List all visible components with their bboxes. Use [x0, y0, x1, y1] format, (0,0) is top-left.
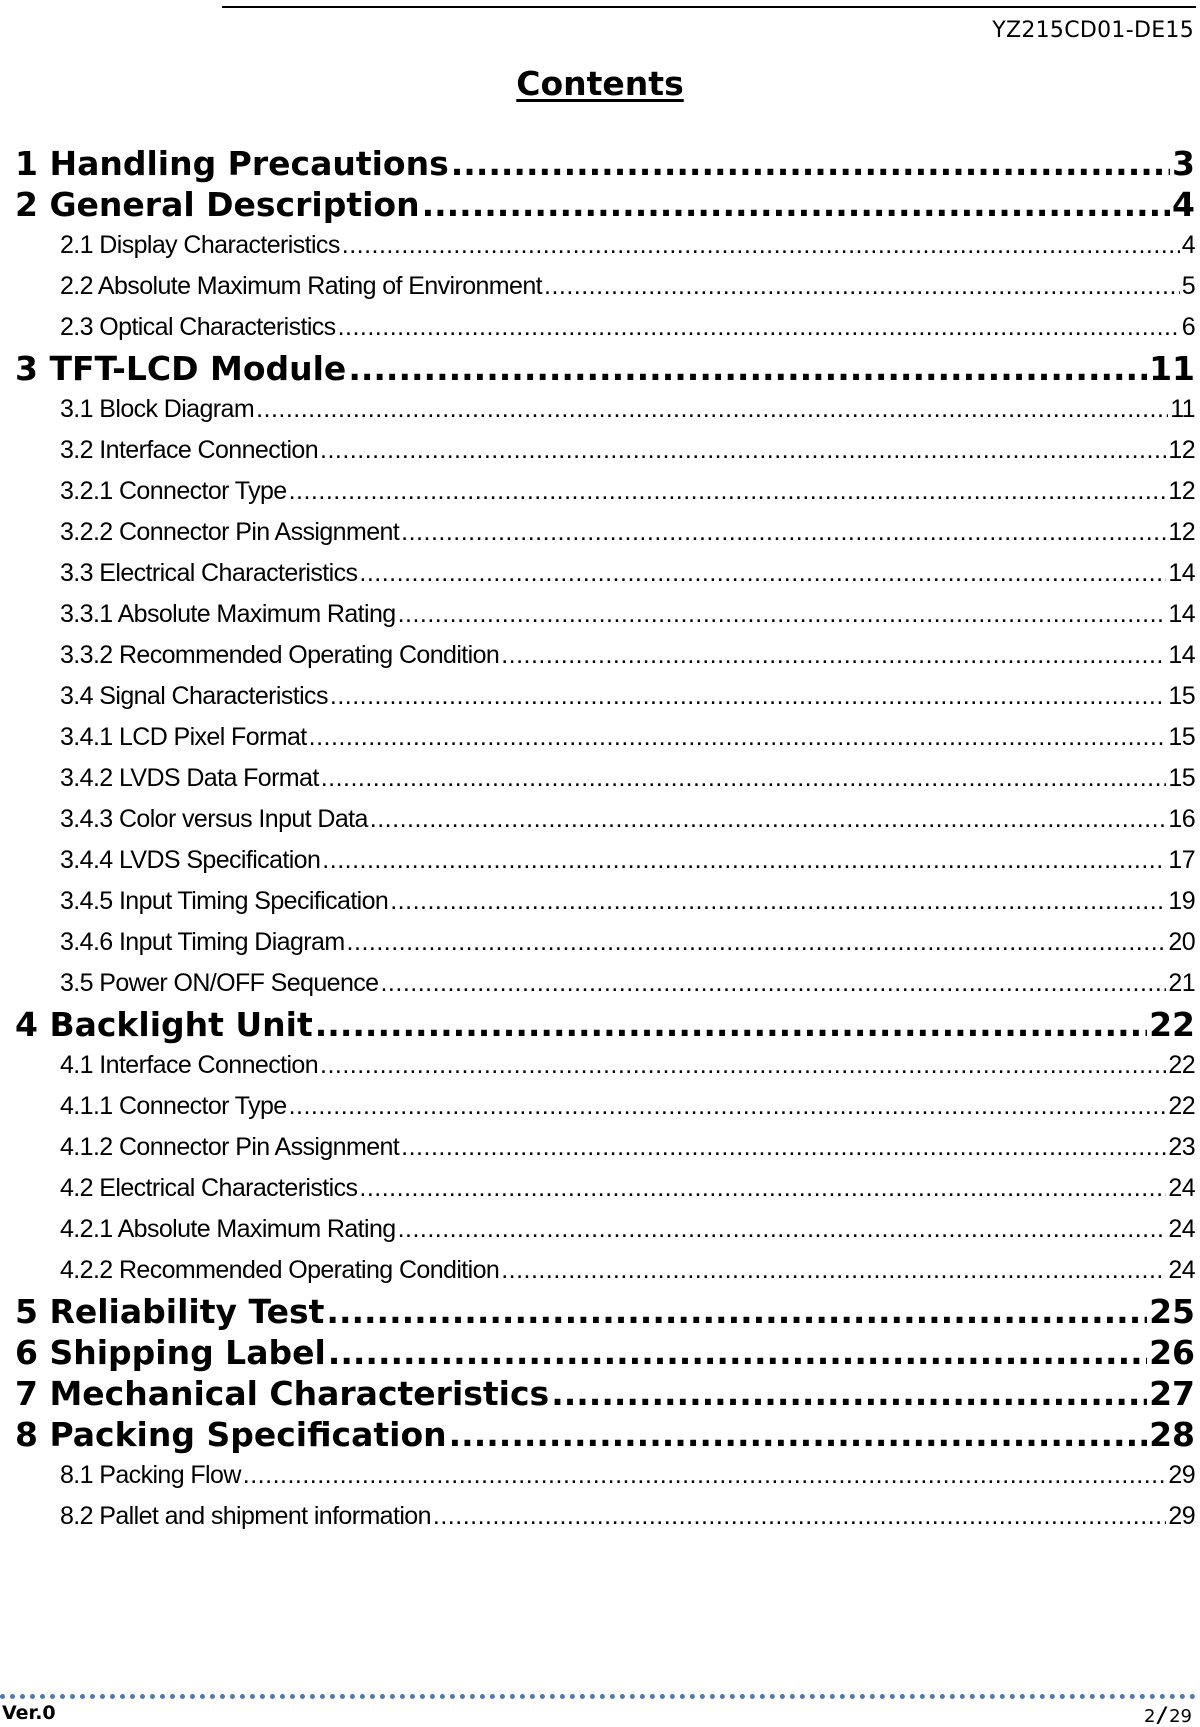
toc-section-entry[interactable]	[15, 1373, 1195, 1414]
toc-entry-label: 2.2 Absolute Maximum Rating of Environment	[60, 272, 542, 300]
toc-dot-leader	[256, 389, 1168, 430]
toc-dot-leader	[243, 1455, 1167, 1496]
toc-entry-page: 22	[1168, 1051, 1195, 1079]
toc-entry-label: 4.2 Electrical Characteristics	[60, 1174, 358, 1202]
toc-dot-leader	[330, 676, 1167, 717]
toc-dot-leader	[501, 635, 1166, 676]
toc-section-entry[interactable]	[15, 1291, 1195, 1332]
toc-entry-label: 3.4.6 Input Timing Diagram	[60, 928, 345, 956]
toc-dot-leader	[551, 1373, 1147, 1414]
toc-section-entry[interactable]	[15, 1332, 1195, 1373]
toc-entry-page: 24	[1168, 1256, 1195, 1284]
toc-subsection-entry[interactable]	[15, 594, 1195, 635]
toc-entry-page: 29	[1168, 1502, 1195, 1530]
toc-dot-leader	[289, 1086, 1167, 1127]
toc-entry-page: 23	[1168, 1133, 1195, 1161]
toc-entry-page: 5	[1181, 272, 1195, 300]
toc-entry-page: 28	[1149, 1415, 1195, 1454]
toc-subsection-entry[interactable]	[15, 676, 1195, 717]
toc-dot-leader	[289, 471, 1167, 512]
table-of-contents	[15, 143, 1195, 1537]
toc-subsection-entry[interactable]	[15, 963, 1195, 1004]
toc-subsection-entry[interactable]	[15, 512, 1195, 553]
page-total: 29	[1169, 1706, 1192, 1727]
toc-section-entry[interactable]	[15, 1414, 1195, 1455]
toc-dot-leader	[433, 1496, 1166, 1537]
toc-entry-page: 26	[1149, 1333, 1195, 1372]
toc-dot-leader	[370, 799, 1167, 840]
page-title: Contents	[516, 64, 684, 103]
toc-entry-label: 6 Shipping Label	[15, 1333, 326, 1372]
toc-section-entry[interactable]	[15, 143, 1195, 184]
toc-entry-label: 3.3.1 Absolute Maximum Rating	[60, 600, 396, 628]
toc-subsection-entry[interactable]	[15, 389, 1195, 430]
toc-entry-page: 14	[1168, 559, 1195, 587]
toc-entry-page: 19	[1168, 887, 1195, 915]
toc-dot-leader	[347, 922, 1167, 963]
toc-subsection-entry[interactable]	[15, 225, 1195, 266]
toc-entry-label: 4.1 Interface Connection	[60, 1051, 319, 1079]
toc-entry-label: 2.1 Display Characteristics	[60, 231, 340, 259]
page-current: 2	[1143, 1706, 1156, 1727]
toc-entry-label: 2 General Description	[15, 185, 420, 224]
toc-subsection-entry[interactable]	[15, 430, 1195, 471]
toc-dot-leader	[380, 963, 1166, 1004]
toc-entry-label: 7 Mechanical Characteristics	[15, 1374, 550, 1413]
toc-entry-page: 21	[1168, 969, 1195, 997]
toc-entry-page: 4	[1172, 185, 1195, 224]
toc-entry-label: 3.2 Interface Connection	[60, 436, 319, 464]
toc-dot-leader	[359, 1168, 1166, 1209]
toc-entry-label: 4.1.2 Connector Pin Assignment	[60, 1133, 400, 1161]
toc-dot-leader	[328, 1332, 1147, 1373]
toc-dot-leader	[398, 594, 1167, 635]
document-code: YZ215CD01-DE15	[992, 18, 1194, 43]
toc-entry-page: 20	[1168, 928, 1195, 956]
toc-entry-label: 8 Packing Specification	[15, 1415, 447, 1454]
toc-entry-label: 3.3 Electrical Characteristics	[60, 559, 358, 587]
toc-subsection-entry[interactable]	[15, 1496, 1195, 1537]
toc-entry-page: 12	[1168, 518, 1195, 546]
toc-dot-leader	[359, 553, 1166, 594]
toc-dot-leader	[401, 1127, 1166, 1168]
toc-entry-page: 12	[1168, 477, 1195, 505]
toc-dot-leader	[398, 1209, 1167, 1250]
toc-entry-label: 4.2.2 Recommended Operating Condition	[60, 1256, 500, 1284]
toc-subsection-entry[interactable]	[15, 1045, 1195, 1086]
toc-subsection-entry[interactable]	[15, 1250, 1195, 1291]
toc-entry-page: 14	[1168, 641, 1195, 669]
toc-entry-page: 11	[1170, 395, 1195, 423]
toc-subsection-entry[interactable]	[15, 1168, 1195, 1209]
toc-dot-leader	[309, 717, 1167, 758]
toc-dot-leader	[449, 1414, 1147, 1455]
toc-subsection-entry[interactable]	[15, 799, 1195, 840]
toc-dot-leader	[451, 143, 1170, 184]
toc-entry-label: 4.2.1 Absolute Maximum Rating	[60, 1215, 396, 1243]
toc-entry-label: 8.1 Packing Flow	[60, 1461, 241, 1489]
toc-entry-page: 17	[1168, 846, 1195, 874]
toc-dot-leader	[321, 758, 1167, 799]
toc-entry-page: 29	[1168, 1461, 1195, 1489]
toc-subsection-entry[interactable]	[15, 922, 1195, 963]
toc-entry-label: 3.2.1 Connector Type	[60, 477, 287, 505]
toc-section-entry[interactable]	[15, 184, 1195, 225]
toc-entry-label: 5 Reliability Test	[15, 1292, 325, 1331]
toc-dot-leader	[401, 512, 1166, 553]
toc-entry-page: 16	[1168, 805, 1195, 833]
toc-entry-page: 24	[1168, 1174, 1195, 1202]
toc-dot-leader	[501, 1250, 1166, 1291]
toc-entry-page: 11	[1149, 349, 1195, 388]
toc-entry-label: 3.4.1 LCD Pixel Format	[60, 723, 307, 751]
toc-entry-page: 27	[1149, 1374, 1195, 1413]
page-number	[1144, 1703, 1192, 1727]
toc-entry-label: 4.1.1 Connector Type	[60, 1092, 287, 1120]
toc-entry-label: 3 TFT-LCD Module	[15, 349, 347, 388]
toc-section-entry[interactable]	[15, 1004, 1195, 1045]
toc-dot-leader	[544, 266, 1180, 307]
toc-subsection-entry[interactable]	[15, 1127, 1195, 1168]
toc-entry-page: 3	[1172, 144, 1195, 183]
toc-subsection-entry[interactable]	[15, 717, 1195, 758]
toc-entry-label: 3.4.2 LVDS Data Format	[60, 764, 319, 792]
toc-entry-label: 8.2 Pallet and shipment information	[60, 1502, 431, 1530]
toc-entry-page: 22	[1149, 1005, 1195, 1044]
toc-entry-label: 3.4.5 Input Timing Specification	[60, 887, 389, 915]
toc-entry-page: 6	[1181, 313, 1195, 341]
toc-subsection-entry[interactable]	[15, 266, 1195, 307]
footer-dotted-rule	[0, 1694, 1196, 1699]
toc-entry-label: 3.4 Signal Characteristics	[60, 682, 328, 710]
toc-subsection-entry[interactable]	[15, 635, 1195, 676]
toc-entry-page: 15	[1168, 723, 1195, 751]
toc-dot-leader	[320, 1045, 1166, 1086]
toc-entry-page: 25	[1149, 1292, 1195, 1331]
toc-subsection-entry[interactable]	[15, 553, 1195, 594]
toc-entry-page: 22	[1168, 1092, 1195, 1120]
toc-entry-label: 3.4.3 Color versus Input Data	[60, 805, 368, 833]
toc-dot-leader	[322, 840, 1166, 881]
toc-entry-page: 15	[1168, 682, 1195, 710]
toc-subsection-entry[interactable]	[15, 1209, 1195, 1250]
toc-entry-page: 24	[1168, 1215, 1195, 1243]
toc-entry-label: 4 Backlight Unit	[15, 1005, 313, 1044]
toc-entry-page: 15	[1168, 764, 1195, 792]
toc-subsection-entry[interactable]	[15, 1455, 1195, 1496]
toc-subsection-entry[interactable]	[15, 881, 1195, 922]
toc-entry-label: 3.3.2 Recommended Operating Condition	[60, 641, 500, 669]
toc-dot-leader	[348, 348, 1147, 389]
toc-entry-label: 3.1 Block Diagram	[60, 395, 255, 423]
page-separator: /	[1158, 1703, 1167, 1727]
toc-entry-page: 14	[1168, 600, 1195, 628]
toc-entry-label: 1 Handling Precautions	[15, 144, 449, 183]
header-rule	[222, 6, 1196, 8]
toc-dot-leader	[338, 307, 1180, 348]
version-label: Ver.0	[2, 1702, 56, 1724]
toc-entry-page: 12	[1168, 436, 1195, 464]
toc-entry-label: 3.4.4 LVDS Specification	[60, 846, 321, 874]
toc-dot-leader	[390, 881, 1166, 922]
toc-entry-label: 3.5 Power ON/OFF Sequence	[60, 969, 379, 997]
toc-dot-leader	[422, 184, 1170, 225]
toc-subsection-entry[interactable]	[15, 471, 1195, 512]
toc-entry-label: 2.3 Optical Characteristics	[60, 313, 336, 341]
toc-entry-label: 3.2.2 Connector Pin Assignment	[60, 518, 400, 546]
toc-subsection-entry[interactable]	[15, 1086, 1195, 1127]
toc-dot-leader	[326, 1291, 1147, 1332]
toc-dot-leader	[342, 225, 1180, 266]
toc-dot-leader	[320, 430, 1166, 471]
toc-subsection-entry[interactable]	[15, 840, 1195, 881]
toc-dot-leader	[315, 1004, 1147, 1045]
toc-subsection-entry[interactable]	[15, 758, 1195, 799]
toc-section-entry[interactable]	[15, 348, 1195, 389]
toc-entry-page: 4	[1181, 231, 1195, 259]
toc-subsection-entry[interactable]	[15, 307, 1195, 348]
